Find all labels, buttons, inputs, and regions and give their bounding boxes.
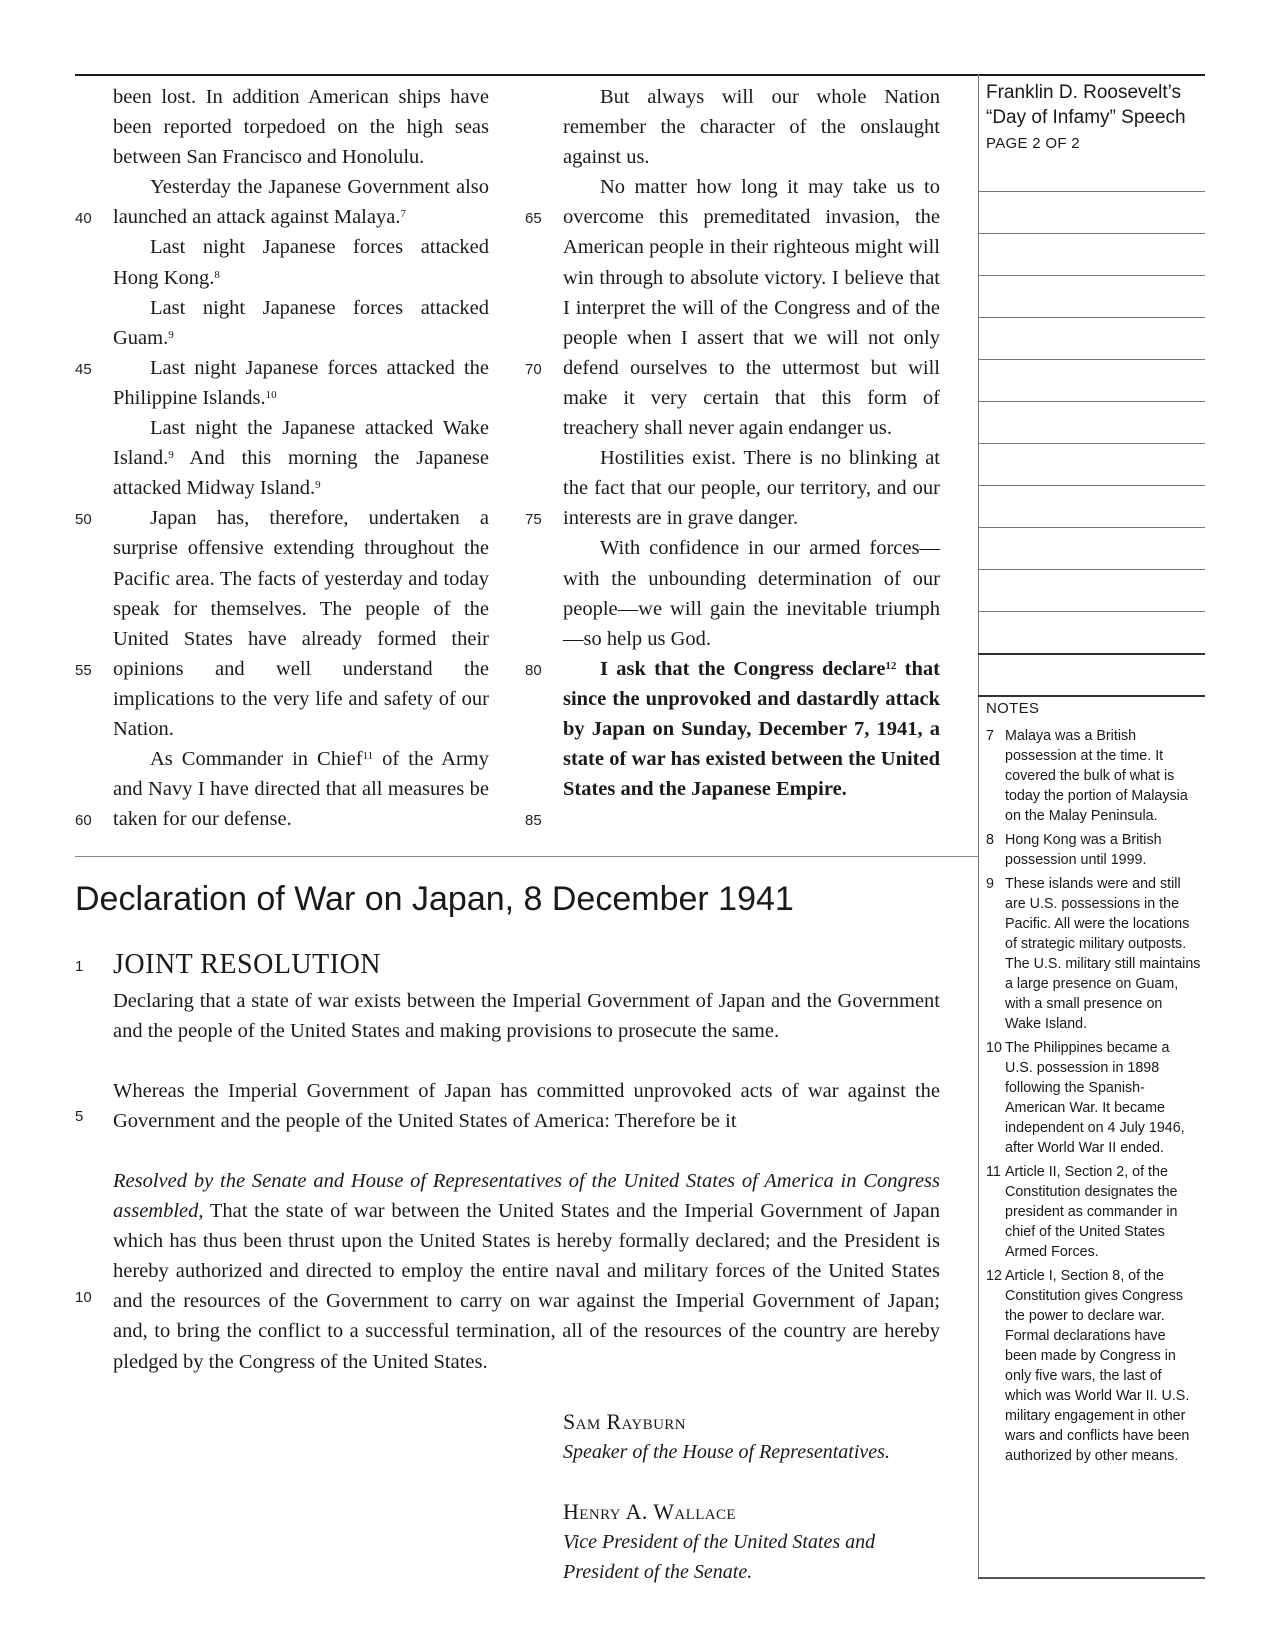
notes-rule bbox=[978, 695, 1205, 697]
line-number: 40 bbox=[75, 210, 92, 227]
note-item bbox=[986, 726, 1201, 826]
note-line bbox=[978, 401, 1205, 402]
note-text: Article I, Section 8, of the Constitution gives Congress the power to declare war. Formal declarations have been made by Congress in only five wars, the last of which was World War II. U.S. military engagement in other wars and conflicts have been authorized by other means. bbox=[1005, 1268, 1190, 1464]
paragraph: As Commander in Chief$^{11}$ of the Army and Navy I have directed that all measures be taken for our defense. bbox=[113, 748, 489, 831]
note-item bbox=[986, 874, 1201, 1034]
paragraph-closing: I ask that the Congress declare$^{12}$ that since the unprovoked and dastardly attack by Japan on Sunday, December 7, 1941, a state of war has existed between the United States and the Japanese Empire. bbox=[563, 657, 940, 801]
note-line bbox=[978, 275, 1205, 276]
note-line bbox=[978, 359, 1205, 360]
resolved-text bbox=[113, 1166, 940, 1377]
note-number: 11 bbox=[986, 1164, 1001, 1180]
note-number: 9 bbox=[986, 876, 994, 892]
signatory-role: Vice President of the United States and President of the Senate. bbox=[563, 1531, 876, 1583]
line-number: 65 bbox=[525, 210, 542, 227]
signature-block bbox=[563, 1407, 890, 1467]
top-rule bbox=[75, 74, 1205, 76]
paragraph: No matter how long it may take us to overcome this premeditated invasion, the American people in their righteous might will win through to absolute victory. I believe that I interpret the will of the Congress and of the people when I assert that we will not only defend ourselves to the uttermost but will make it very certain that this form of treachery shall never again endanger us. bbox=[563, 176, 940, 440]
note-text: Article II, Section 2, of the Constitution designates the president as commander in chief of the United States Armed Forces. bbox=[1005, 1164, 1178, 1260]
notes-list bbox=[986, 726, 1201, 1470]
note-number: 8 bbox=[986, 832, 994, 848]
note-line bbox=[978, 443, 1205, 444]
document-title: Franklin D. Roosevelt’s “Day of Infamy” Speech bbox=[986, 82, 1186, 128]
paragraph: Hostilities exist. There is no blinking at the fact that our people, our territory, and our interests are in grave danger. bbox=[563, 447, 940, 530]
note-line bbox=[978, 611, 1205, 612]
line-number: 1 bbox=[75, 958, 84, 975]
page-indicator: PAGE 2 OF 2 bbox=[986, 135, 1080, 152]
signatory-name: Sam Rayburn bbox=[563, 1409, 686, 1434]
sidebar-divider bbox=[978, 74, 979, 1578]
paragraph: With confidence in our armed forces—with the unbounding determination of our people—we will gain the inevitable triumph—so help us God. bbox=[563, 537, 940, 650]
resolved-clause bbox=[113, 1166, 940, 1377]
paragraph: Yesterday the Japanese Government also launched an attack against Malaya.$^7$ bbox=[113, 176, 489, 229]
resolution-heading: JOINT RESOLUTION bbox=[113, 949, 382, 980]
section-title: Declaration of War on Japan, 8 December 1941 bbox=[75, 880, 794, 918]
bottom-rule bbox=[978, 1577, 1205, 1579]
line-number: 10 bbox=[75, 1289, 92, 1306]
subtitle-text: Declaring that a state of war exists between the Imperial Government of Japan and the Government and the people of the United States and making provisions to prosecute the same. bbox=[113, 990, 940, 1043]
section-rule bbox=[75, 856, 978, 857]
line-number: 45 bbox=[75, 361, 92, 378]
line-number: 80 bbox=[525, 662, 542, 679]
line-number: 70 bbox=[525, 361, 542, 378]
note-text: The Philippines became a U.S. possession in 1898 following the Spanish-American War. It became independent on 4 July 1946, after World War II ended. bbox=[1005, 1040, 1185, 1156]
whereas-text: Whereas the Imperial Government of Japan has committed unprovoked acts of war against the Government and the people of the United States of America: Therefore be it bbox=[113, 1080, 940, 1133]
whereas-clause bbox=[113, 1076, 940, 1136]
paragraph: Last night Japanese forces attacked the Philippine Islands.$^{10}$ bbox=[113, 356, 489, 409]
line-number: 50 bbox=[75, 511, 92, 528]
note-number: 10 bbox=[986, 1040, 1002, 1056]
note-line bbox=[978, 485, 1205, 486]
paragraph: Last night the Japanese attacked Wake Island.$^9$ And this morning the Japanese attacked Midway Island.$^9$ bbox=[113, 417, 489, 500]
note-item bbox=[986, 1162, 1201, 1262]
resolution-subtitle bbox=[113, 986, 940, 1046]
line-number: 75 bbox=[525, 511, 542, 528]
note-item bbox=[986, 830, 1201, 870]
note-line bbox=[978, 527, 1205, 528]
note-text: These islands were and still are U.S. possessions in the Pacific. All were the locations of strategic military outposts. The U.S. military still maintains a large presence on Guam, with a small presence on Wake Island. bbox=[1005, 876, 1201, 1032]
note-number: 7 bbox=[986, 728, 994, 744]
note-line bbox=[978, 191, 1205, 192]
resolved-body: That the state of war between the United States and the Imperial Government of Japan which has thus been thrust upon the United States is hereby formally declared; and the President is hereby authorized and directed to employ the entire naval and military forces of the United States and the resources of the Government to carry on war against the Imperial Government of Japan; and, to bring the conflict to a successful termination, all of the resources of the country are hereby pledged by the Congress of the United States. bbox=[113, 1200, 940, 1373]
note-text: Hong Kong was a British possession until 1999. bbox=[1005, 832, 1162, 868]
notes-heading: NOTES bbox=[986, 700, 1040, 717]
signature-block bbox=[563, 1497, 903, 1587]
paragraph: been lost. In addition American ships have been reported torpedoed on the high seas between San Francisco and Honolulu. bbox=[113, 86, 489, 169]
note-line bbox=[978, 569, 1205, 570]
signatory-name: Henry A. Wallace bbox=[563, 1499, 736, 1524]
note-line bbox=[978, 317, 1205, 318]
resolved-italic: Resolved by the Senate and House of Representatives of the United States of America in Congress assembled, bbox=[113, 1170, 940, 1223]
speech-column-2 bbox=[563, 82, 940, 804]
sidebar-header bbox=[986, 80, 1201, 156]
signatory-role: Speaker of the House of Representatives. bbox=[563, 1441, 890, 1463]
paragraph: Japan has, therefore, undertaken a surprise offensive extending throughout the Pacific area. The facts of yesterday and today speak for themselves. The people of the United States have already formed their opinions and well understand the implications to the very life and safety of our Nation. bbox=[113, 507, 489, 740]
note-text: Malaya was a British possession at the time. It covered the bulk of what is today the portion of Malaysia on the Malay Peninsula. bbox=[1005, 728, 1188, 824]
line-number: 55 bbox=[75, 662, 92, 679]
note-line bbox=[978, 653, 1205, 655]
line-number: 60 bbox=[75, 812, 92, 829]
paragraph: But always will our whole Nation remember the character of the onslaught against us. bbox=[563, 86, 940, 169]
note-item bbox=[986, 1038, 1201, 1158]
note-item bbox=[986, 1266, 1201, 1466]
paragraph: Last night Japanese forces attacked Hong Kong.$^8$ bbox=[113, 236, 489, 289]
note-number: 12 bbox=[986, 1268, 1002, 1284]
speech-column-1 bbox=[113, 82, 489, 834]
note-line bbox=[978, 233, 1205, 234]
line-number: 5 bbox=[75, 1108, 84, 1125]
paragraph: Last night Japanese forces attacked Guam.$^9$ bbox=[113, 296, 489, 349]
line-number: 85 bbox=[525, 812, 542, 829]
